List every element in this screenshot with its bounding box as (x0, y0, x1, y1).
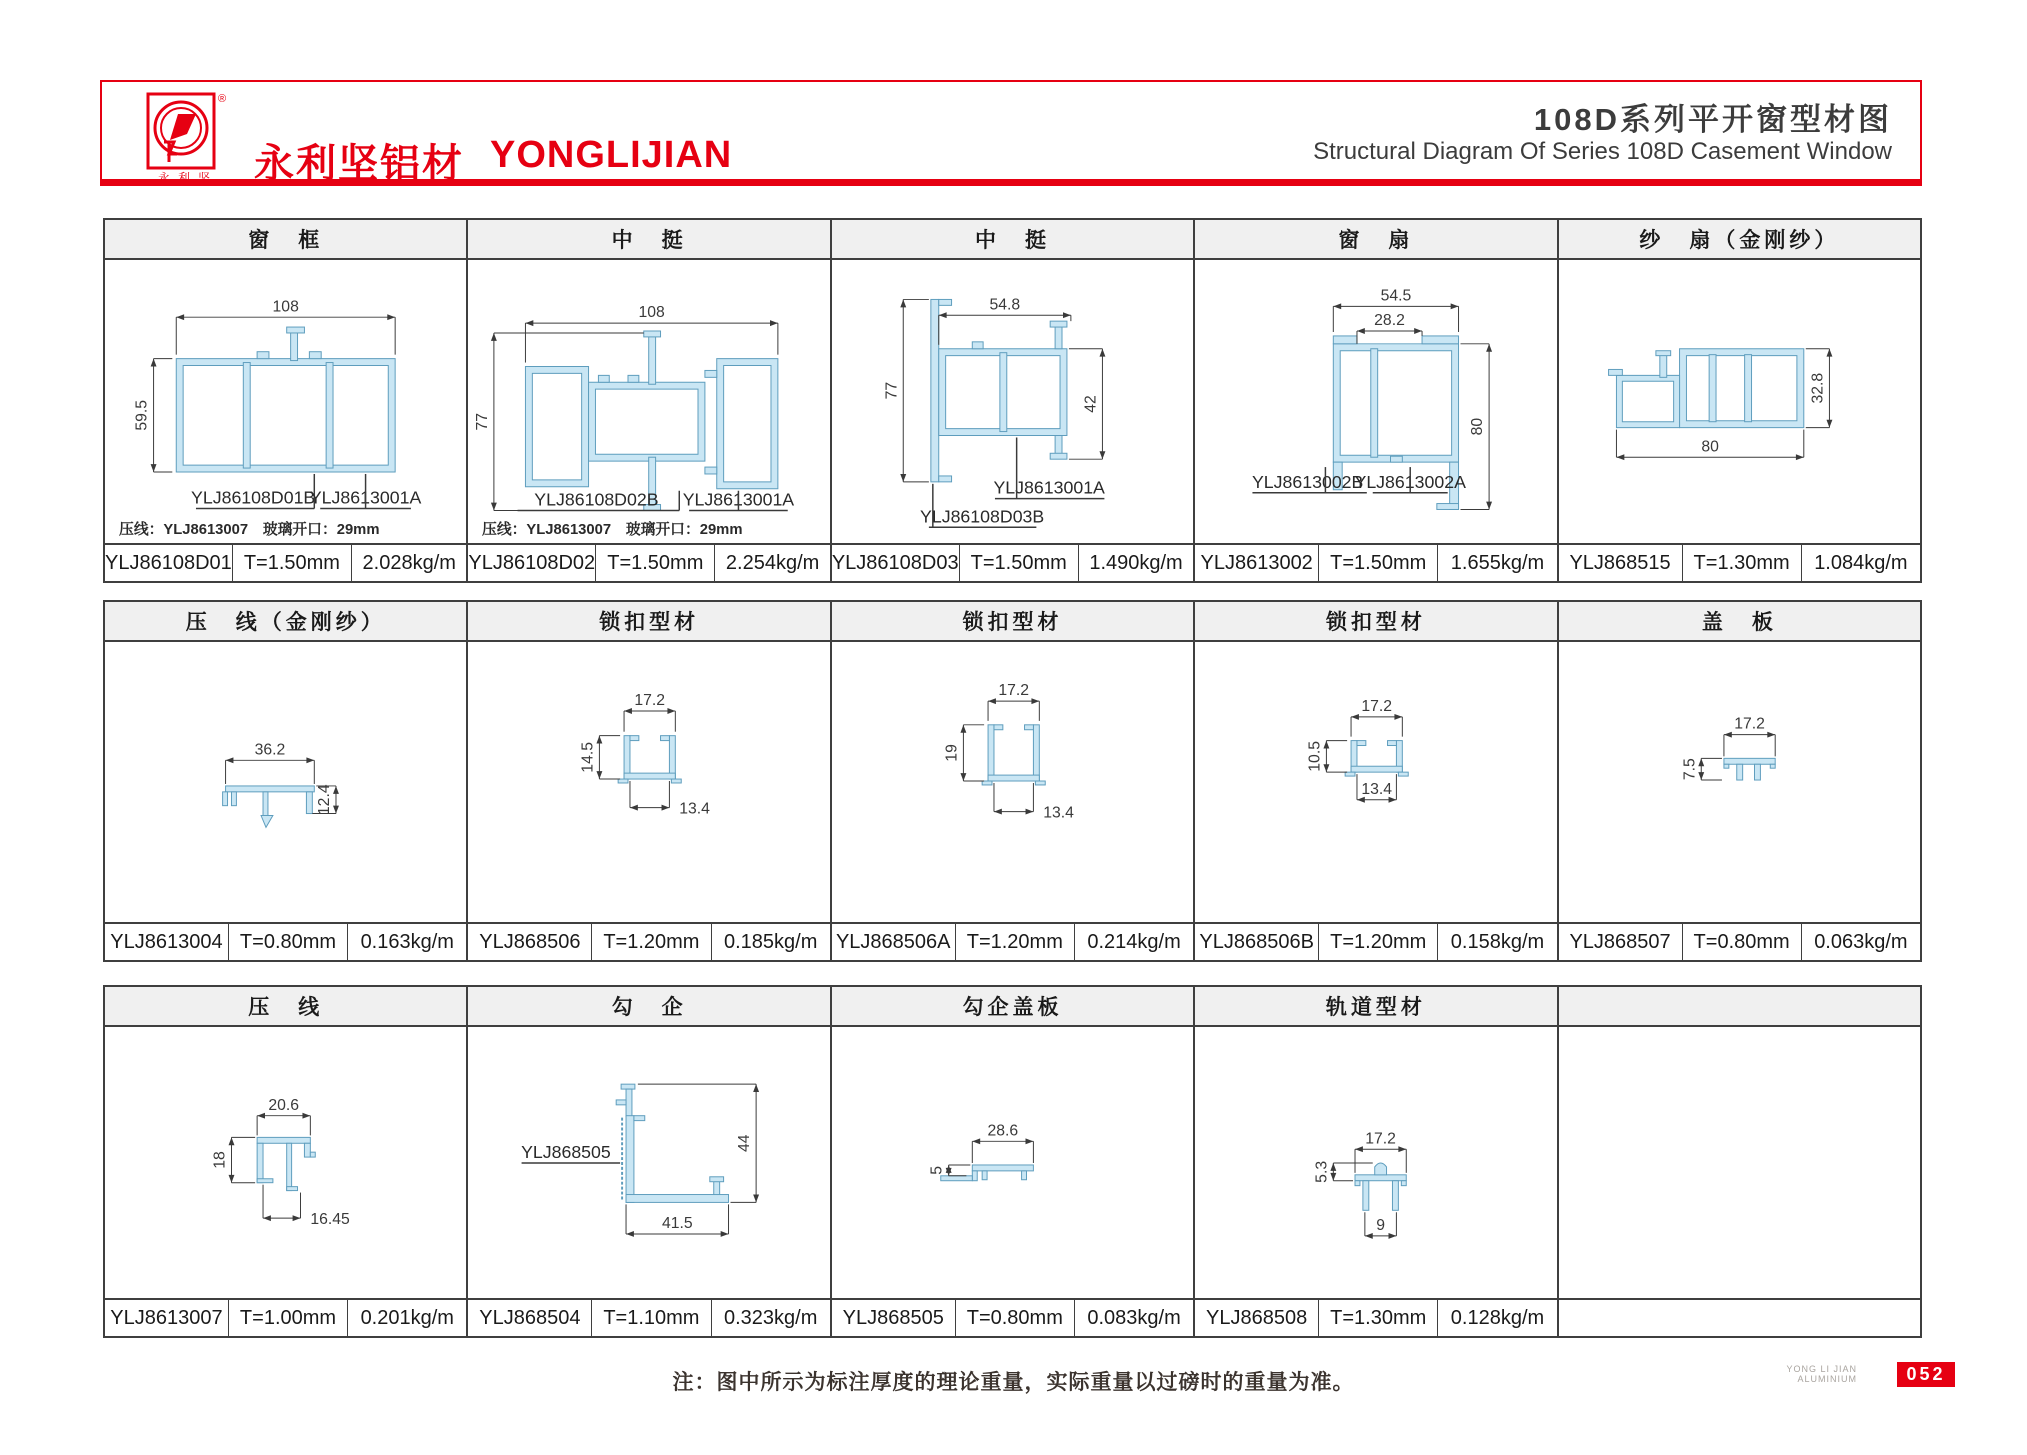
cell-info-strip (1195, 543, 1556, 581)
dim-value: 13.4 (679, 800, 711, 818)
model-cell: YLJ868504 (479, 1306, 581, 1329)
dim-value: 77 (474, 412, 492, 431)
dim-value: 59.5 (133, 399, 151, 431)
dim-value: 32.8 (1809, 372, 1827, 404)
weight-cell: 0.158kg/m (1437, 924, 1556, 960)
cell-info-strip (1559, 922, 1920, 960)
part-label: YLJ86108D01B (191, 487, 316, 508)
dim-value: 42 (1082, 395, 1100, 413)
thickness-cell: T=1.50mm (959, 545, 1078, 581)
dim-value: 17.2 (998, 682, 1029, 700)
cell-info-strip (1559, 1298, 1920, 1336)
cell-drawing-area (1559, 1027, 1920, 1298)
profile-drawing (105, 1027, 466, 1298)
cell-info-strip (1559, 543, 1920, 581)
cell-drawing-area (832, 1027, 1193, 1298)
cell-info-strip (468, 543, 829, 581)
cell-title: 中 挺 (832, 220, 1193, 260)
thickness-cell: T=0.80mm (228, 924, 347, 960)
part-label: YLJ8613001A (683, 489, 795, 510)
footer-brand-line2: ALUMINIUM (1797, 1374, 1857, 1384)
dim-value: 41.5 (662, 1215, 694, 1233)
model-cell: YLJ86108D02 (468, 551, 596, 574)
cell-title: 窗 框 (105, 220, 466, 260)
part-label: YLJ86108D03B (919, 506, 1045, 527)
cell-info-strip (1195, 1298, 1556, 1336)
dim-value: 18 (211, 1151, 229, 1169)
cell-drawing-area (1559, 260, 1920, 543)
cell-info-strip (105, 1298, 466, 1336)
weight-cell: 0.128kg/m (1437, 1300, 1556, 1336)
thickness-cell: T=0.80mm (1682, 924, 1801, 960)
thickness-cell: T=1.20mm (1318, 924, 1437, 960)
profile-drawing (1195, 1027, 1556, 1298)
cell-title: 轨道型材 (1195, 987, 1556, 1027)
cell-drawing-area (105, 642, 466, 922)
dim-value: 17.2 (1365, 1130, 1397, 1148)
cell-drawing-area (468, 642, 829, 922)
table-cell (1557, 987, 1920, 1336)
table-cell (105, 220, 466, 581)
weight-cell: 0.063kg/m (1801, 924, 1920, 960)
profile-drawing (1195, 642, 1556, 922)
dim-value: 44 (736, 1134, 754, 1153)
profile-drawing (832, 1027, 1193, 1298)
weight-cell: 0.163kg/m (347, 924, 466, 960)
table-cell (830, 602, 1193, 960)
brand-name-en: YONGLIJIAN (490, 134, 733, 176)
table-cell (466, 602, 829, 960)
model-cell: YLJ86108D03 (831, 551, 959, 574)
cell-info-strip (468, 922, 829, 960)
weight-cell: 1.490kg/m (1078, 545, 1193, 581)
thickness-cell: T=1.20mm (591, 924, 710, 960)
dim-value: 5.3 (1313, 1160, 1331, 1183)
cell-title: 盖 板 (1559, 602, 1920, 642)
dim-value: 16.45 (310, 1211, 350, 1229)
model-cell: YLJ868506 (479, 930, 581, 953)
cell-info-strip (468, 1298, 829, 1336)
dim-value: 17.2 (1361, 698, 1393, 716)
profile-drawing (1195, 260, 1556, 543)
dim-value: 80 (1700, 438, 1719, 456)
weight-cell: 1.084kg/m (1801, 545, 1920, 581)
model-cell: YLJ8613004 (110, 930, 223, 953)
profile-drawing (1559, 260, 1920, 543)
part-label: YLJ8613001A (993, 477, 1105, 498)
profile-drawing (105, 642, 466, 922)
cell-title: 压 线 (105, 987, 466, 1027)
thickness-cell: T=1.50mm (595, 545, 714, 581)
profile-table (103, 985, 1922, 1338)
model-cell: YLJ868506B (1199, 930, 1314, 953)
thickness-cell: T=1.00mm (228, 1300, 347, 1336)
profile-table (103, 600, 1922, 962)
weight-cell: 0.201kg/m (347, 1300, 466, 1336)
table-cell (105, 602, 466, 960)
cell-info-strip (832, 922, 1193, 960)
profile-drawing (832, 260, 1193, 543)
page-title: 108D系列平开窗型材图 (1533, 102, 1892, 137)
dim-value: 17.2 (1733, 715, 1765, 733)
cell-drawing-area (1195, 260, 1556, 543)
dim-value: 19 (943, 744, 961, 762)
dim-value: 108 (638, 304, 666, 322)
dim-value: 12.4 (316, 784, 334, 816)
cell-title: 锁扣型材 (1195, 602, 1556, 642)
dim-value: 9 (1376, 1217, 1386, 1235)
profile-drawing (468, 642, 829, 922)
weight-cell: 1.655kg/m (1437, 545, 1556, 581)
cell-note: 压线：YLJ8613007 玻璃开口：29mm (119, 522, 380, 539)
logo-icon (134, 92, 244, 184)
weight-cell: 0.083kg/m (1074, 1300, 1193, 1336)
cell-drawing-area (1195, 1027, 1556, 1298)
table-cell (466, 220, 829, 581)
cell-title: 压 线（金刚纱） (105, 602, 466, 642)
cell-info-strip (832, 543, 1193, 581)
cell-info-strip (105, 543, 466, 581)
part-label: YLJ868505 (521, 1142, 612, 1163)
thickness-cell: T=1.30mm (1682, 545, 1801, 581)
cell-drawing-area (1195, 642, 1556, 922)
table-cell (1557, 220, 1920, 581)
header (100, 80, 1922, 186)
model-cell: YLJ868508 (1206, 1306, 1308, 1329)
dim-value: 5 (928, 1166, 946, 1175)
dim-value: 54.5 (1380, 287, 1412, 305)
weight-cell: 0.323kg/m (711, 1300, 830, 1336)
table-cell (1193, 987, 1556, 1336)
cell-note: 压线：YLJ8613007 玻璃开口：29mm (482, 522, 743, 539)
dim-value: 20.6 (268, 1096, 300, 1114)
logo-caption: 永利坚 (158, 171, 219, 184)
profile-drawing (105, 260, 466, 543)
weight-cell: 0.185kg/m (711, 924, 830, 960)
table-cell (466, 987, 829, 1336)
thickness-cell: T=1.30mm (1318, 1300, 1437, 1336)
cell-title: 窗 扇 (1195, 220, 1556, 260)
model-cell: YLJ868506A (835, 930, 951, 953)
page-subtitle: Structural Diagram Of Series 108D Casement Window (1313, 138, 1892, 165)
thickness-cell: T=0.80mm (955, 1300, 1074, 1336)
model-cell: YLJ868505 (842, 1306, 944, 1329)
model-cell: YLJ868507 (1569, 930, 1671, 953)
cell-drawing-area (832, 642, 1193, 922)
table-cell (830, 987, 1193, 1336)
cell-title: 勾 企 (468, 987, 829, 1027)
dim-value: 7.5 (1680, 758, 1698, 781)
dim-value: 14.5 (579, 742, 597, 773)
table-cell (1193, 220, 1556, 581)
part-label: YLJ8613002A (1354, 471, 1467, 492)
table-cell (1557, 602, 1920, 960)
dim-value: 28.2 (1374, 312, 1406, 330)
part-label: YLJ86108D02B (534, 489, 659, 510)
thickness-cell: T=1.50mm (232, 545, 351, 581)
dim-value: 36.2 (254, 741, 286, 759)
dim-value: 13.4 (1043, 804, 1074, 822)
part-label: YLJ8613002B (1252, 471, 1364, 492)
dim-value: 108 (272, 298, 299, 316)
part-label: YLJ8613001A (309, 487, 422, 508)
profile-drawing (468, 1027, 829, 1298)
table-cell (1193, 602, 1556, 960)
cell-drawing-area (105, 260, 466, 543)
footer-note: 注：图中所示为标注厚度的理论重量，实际重量以过磅时的重量为准。 (672, 1371, 1355, 1394)
dim-value: 77 (883, 381, 901, 400)
thickness-cell: T=1.50mm (1318, 545, 1437, 581)
thickness-cell: T=1.10mm (591, 1300, 710, 1336)
model-cell: YLJ86108D01 (105, 551, 232, 574)
dim-value: 54.8 (989, 296, 1020, 314)
reg-mark: ® (218, 93, 227, 105)
weight-cell: 2.028kg/m (351, 545, 466, 581)
weight-cell: 0.214kg/m (1074, 924, 1193, 960)
cell-title: 中 挺 (468, 220, 829, 260)
table-cell (830, 220, 1193, 581)
cell-title: 锁扣型材 (832, 602, 1193, 642)
brand-name-cn: 永利坚铝材 (254, 142, 464, 186)
dim-value: 17.2 (634, 692, 666, 710)
cell-drawing-area (105, 1027, 466, 1298)
footer-brand-line1: YONG LI JIAN (1786, 1364, 1857, 1374)
footer-brand (1786, 1364, 1857, 1384)
cell-drawing-area (832, 260, 1193, 543)
table-cell (105, 987, 466, 1336)
page-number-badge: 052 (1897, 1362, 1955, 1387)
weight-cell: 2.254kg/m (714, 545, 829, 581)
brand-logo (134, 92, 244, 184)
dim-value: 80 (1469, 417, 1487, 436)
cell-info-strip (832, 1298, 1193, 1336)
model-cell: YLJ8613002 (1200, 551, 1313, 574)
profile-drawing (468, 260, 829, 543)
thickness-cell: T=1.20mm (955, 924, 1074, 960)
cell-drawing-area (468, 1027, 829, 1298)
dim-value: 28.6 (987, 1122, 1018, 1140)
cell-title (1559, 987, 1920, 1027)
dim-value: 10.5 (1306, 741, 1324, 772)
cell-info-strip (105, 922, 466, 960)
cell-drawing-area (1559, 642, 1920, 922)
cell-title: 锁扣型材 (468, 602, 829, 642)
profile-table (103, 218, 1922, 583)
profile-drawing (1559, 642, 1920, 922)
cell-title: 纱 扇（金刚纱） (1559, 220, 1920, 260)
profile-drawing (832, 642, 1193, 922)
model-cell: YLJ868515 (1569, 551, 1671, 574)
cell-info-strip (1195, 922, 1556, 960)
cell-title: 勾企盖板 (832, 987, 1193, 1027)
cell-drawing-area (468, 260, 829, 543)
model-cell: YLJ8613007 (110, 1306, 223, 1329)
dim-value: 13.4 (1361, 780, 1393, 798)
